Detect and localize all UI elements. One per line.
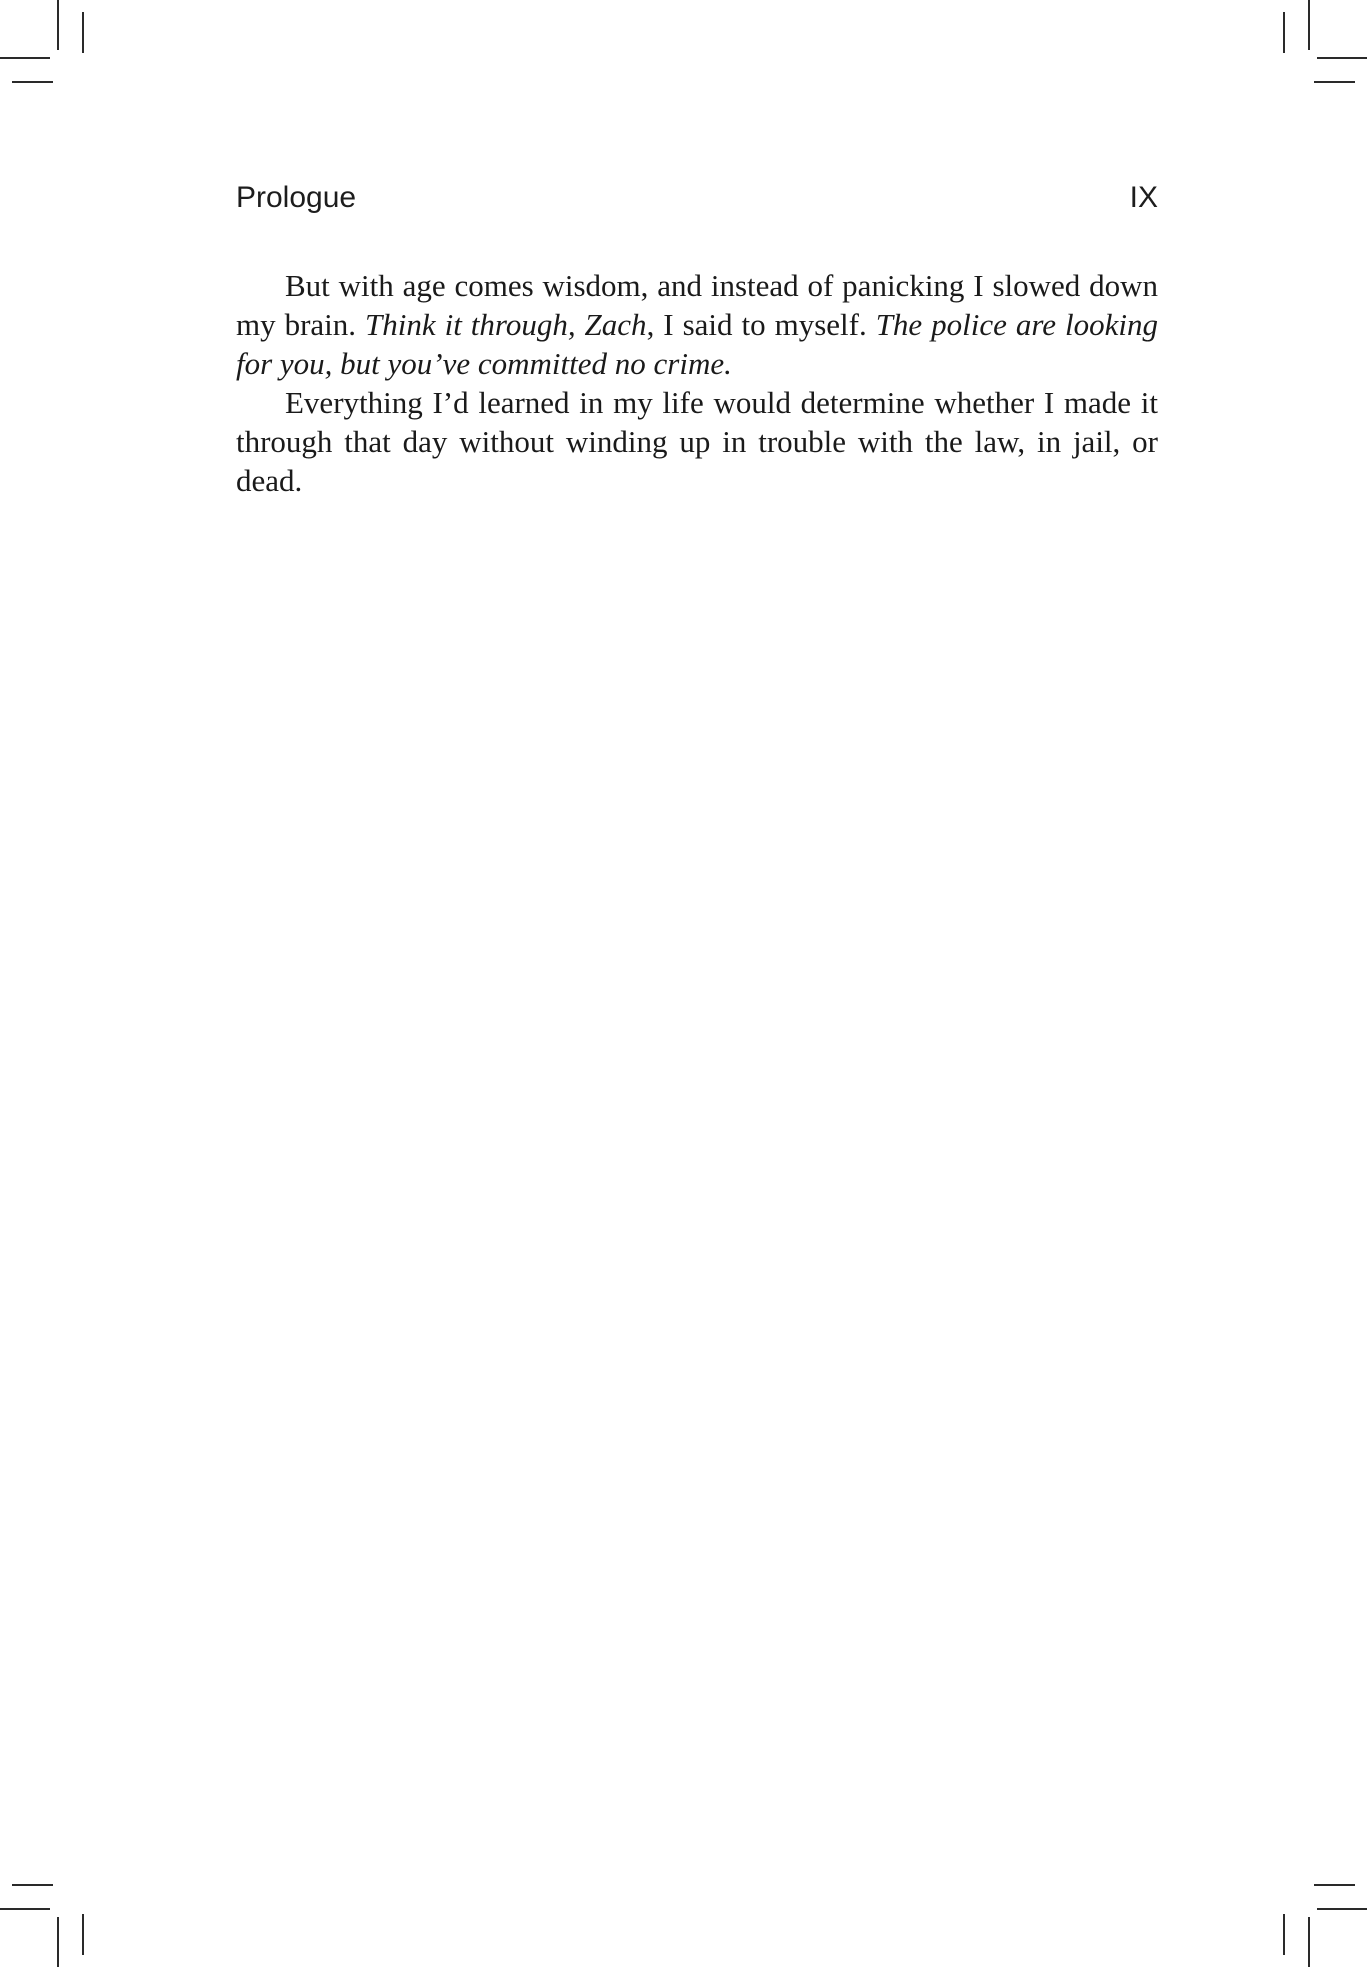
paragraph-2 bbox=[236, 383, 1158, 500]
running-header-title: Prologue bbox=[236, 181, 357, 214]
crop-mark-top-left-vertical-inner bbox=[82, 12, 84, 53]
crop-mark-bottom-right-vertical-outer bbox=[1308, 1917, 1310, 1967]
crop-mark-bottom-right-horizontal-outer bbox=[1317, 1908, 1367, 1910]
text-run-italic: The police are looking for you, but you’ve committed no crime. bbox=[236, 307, 1159, 381]
text-run-italic: Think it through, Zach bbox=[365, 307, 647, 342]
crop-mark-bottom-left-vertical-outer bbox=[57, 1917, 59, 1967]
text-run: , I said to myself. bbox=[646, 307, 876, 342]
crop-mark-bottom-right-vertical-inner bbox=[1283, 1914, 1285, 1955]
crop-mark-bottom-left-horizontal-outer bbox=[0, 1908, 50, 1910]
crop-mark-bottom-left-vertical-inner bbox=[82, 1914, 84, 1955]
crop-mark-top-left-horizontal-inner bbox=[12, 81, 53, 83]
paragraph-1 bbox=[236, 266, 1158, 383]
text-run: But with age comes wisdom, and instead of panicking I slowed down my brain. bbox=[236, 268, 1158, 342]
crop-mark-top-right-vertical-outer bbox=[1308, 0, 1310, 50]
running-header bbox=[236, 181, 1158, 215]
crop-mark-top-right-horizontal-inner bbox=[1314, 81, 1355, 83]
crop-mark-bottom-right-horizontal-inner bbox=[1314, 1884, 1355, 1886]
crop-mark-top-right-horizontal-outer bbox=[1317, 57, 1367, 59]
crop-mark-top-right-vertical-inner bbox=[1283, 12, 1285, 53]
text-run: Everything I’d learned in my life would determine whether I made it through that day without winding up in trouble with the law, in jail, or dead. bbox=[236, 385, 1158, 498]
page-number: IX bbox=[1129, 181, 1158, 214]
crop-mark-top-left-vertical-outer bbox=[57, 0, 59, 50]
crop-mark-top-left-horizontal-outer bbox=[0, 57, 50, 59]
body-text bbox=[236, 266, 1158, 500]
crop-mark-bottom-left-horizontal-inner bbox=[12, 1884, 53, 1886]
